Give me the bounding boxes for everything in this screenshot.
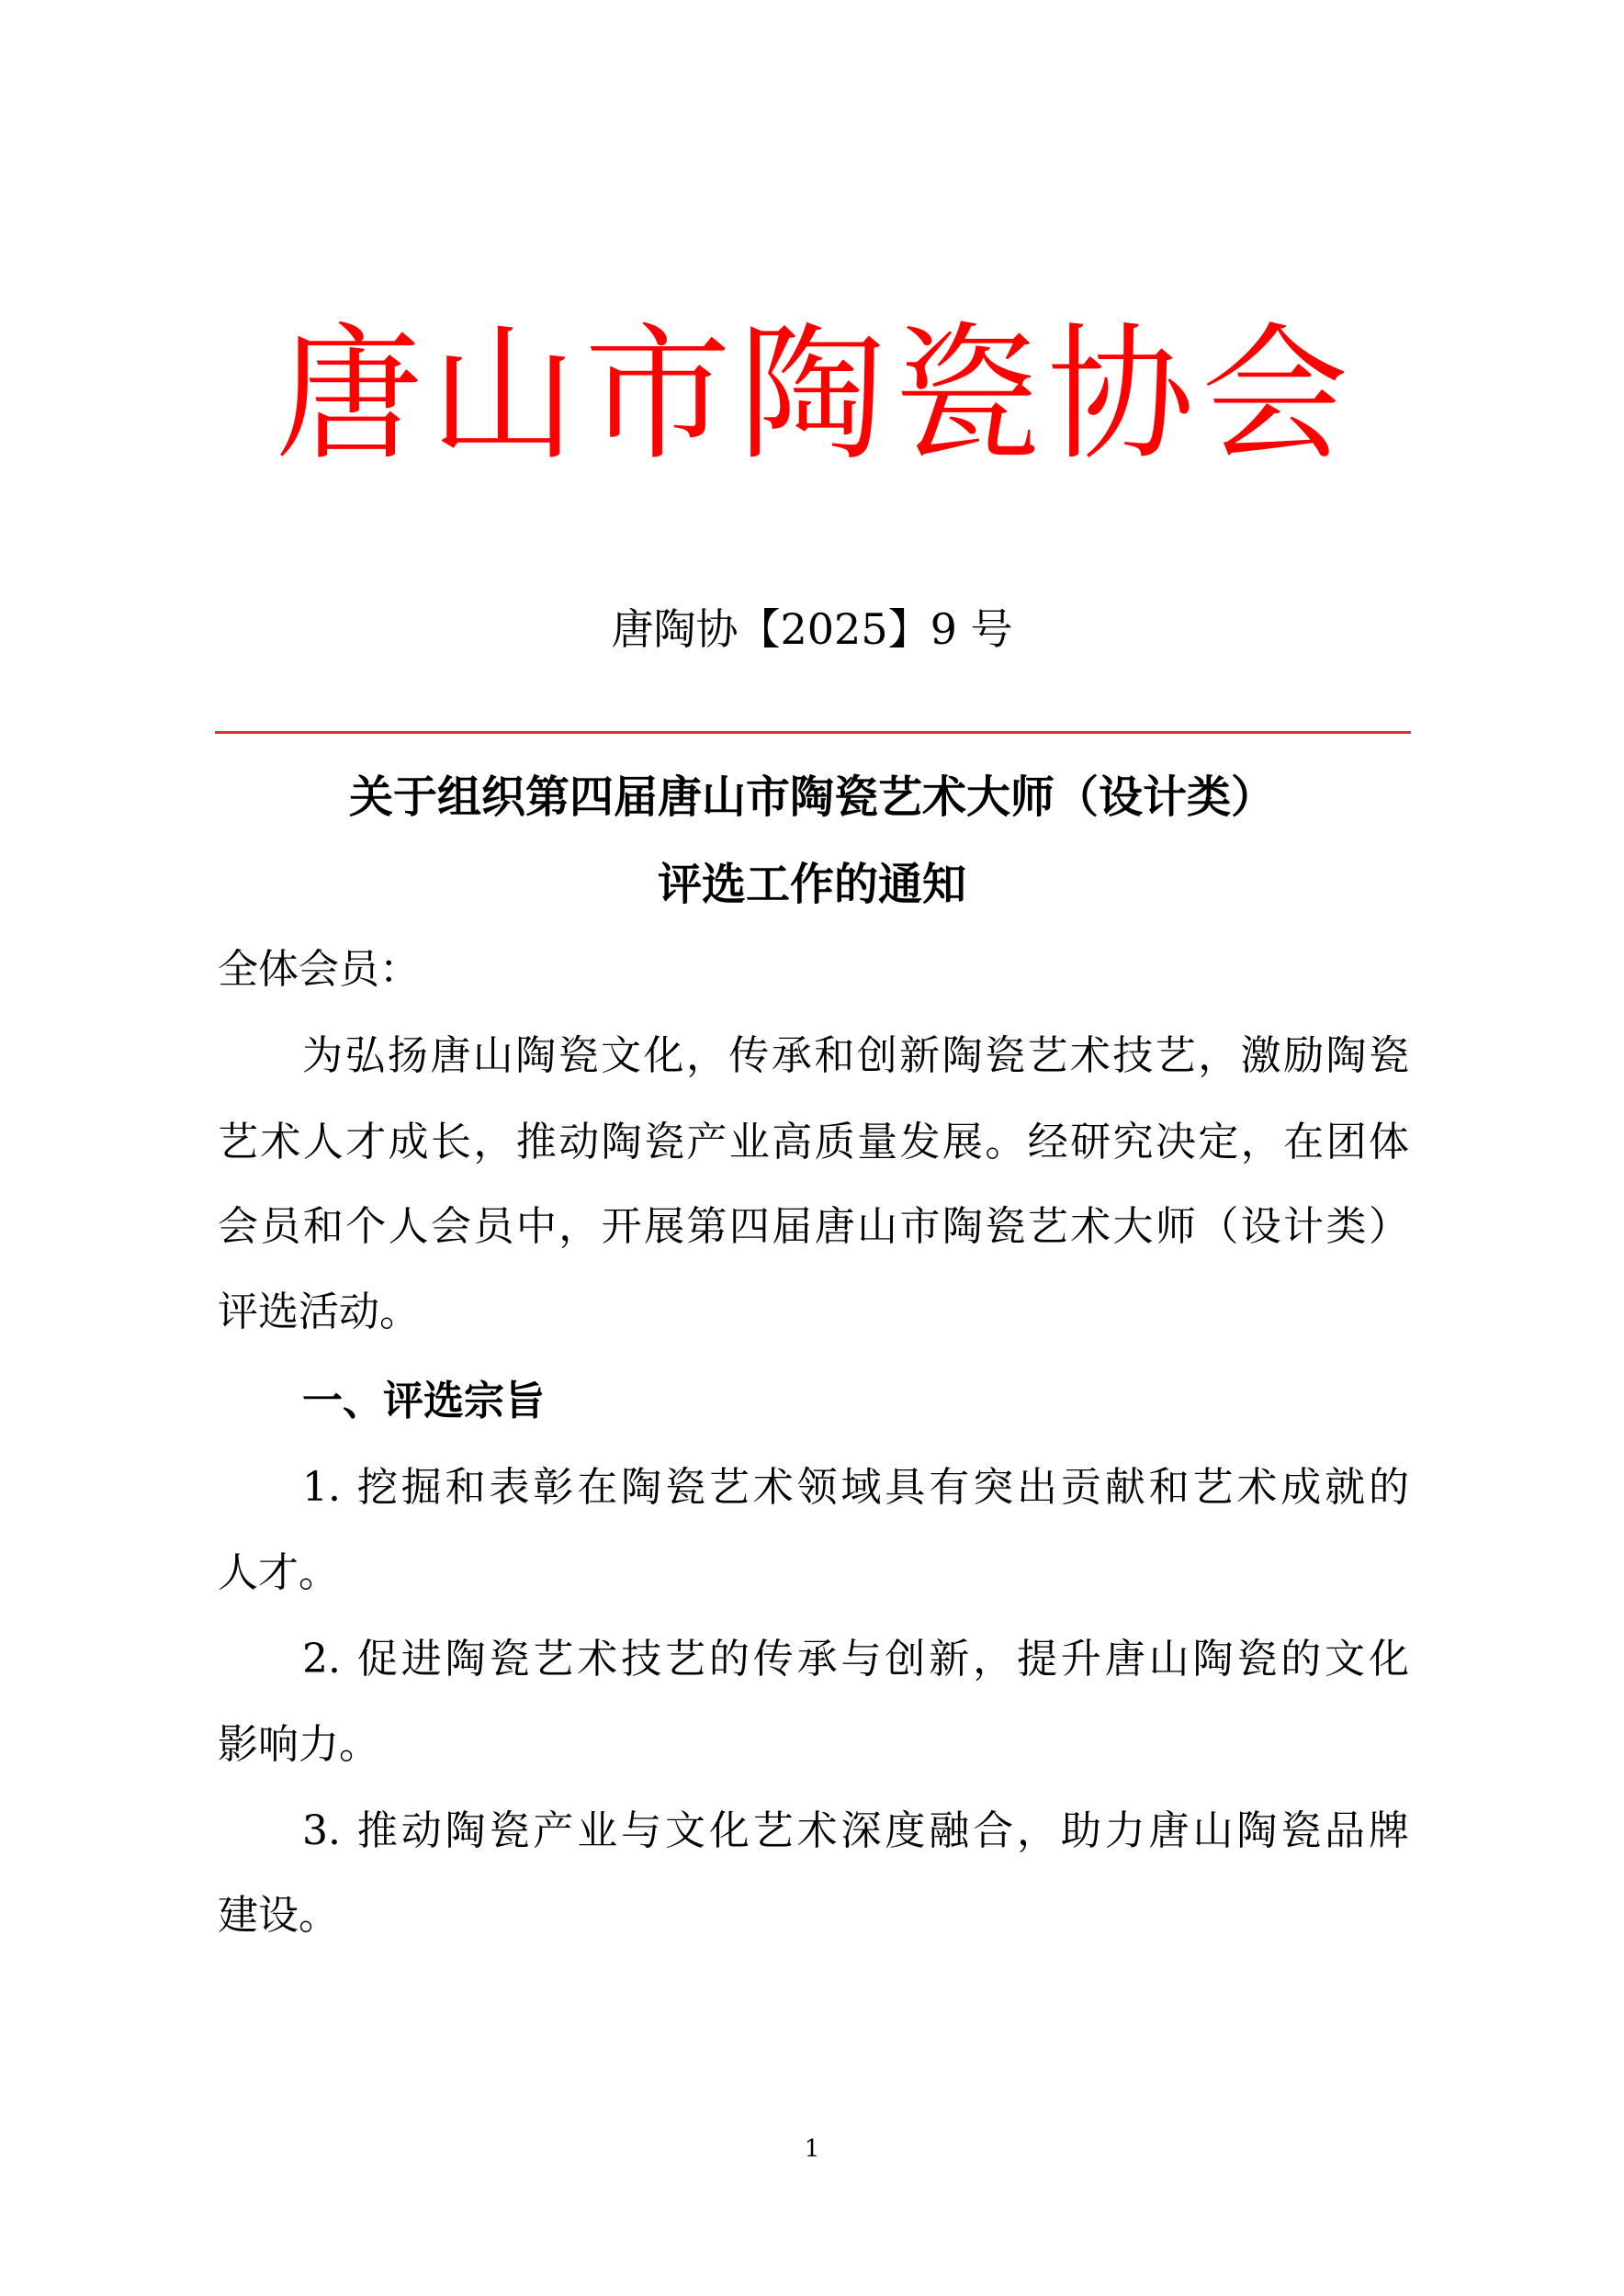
list-item-continuation: 影响力。	[218, 1721, 379, 1768]
intro-line: 艺术人才成长，推动陶瓷产业高质量发展。经研究决定，在团体	[218, 1119, 1409, 1165]
list-item: 3. 推动陶瓷产业与文化艺术深度融合，助力唐山陶瓷品牌	[302, 1807, 1409, 1854]
list-item-continuation: 人才。	[218, 1549, 339, 1596]
notice-title-line-1: 关于组织第四届唐山市陶瓷艺术大师（设计类）	[348, 771, 1275, 823]
list-item: 2. 促进陶瓷艺术技艺的传承与创新，提升唐山陶瓷的文化	[302, 1636, 1409, 1683]
list-item: 1. 挖掘和表彰在陶瓷艺术领域具有突出贡献和艺术成就的	[302, 1464, 1409, 1511]
intro-line: 会员和个人会员中，开展第四届唐山市陶瓷艺术大师（设计类）	[218, 1203, 1409, 1250]
notice-title-line-2: 评选工作的通知	[657, 859, 966, 910]
salutation: 全体会员：	[218, 946, 420, 993]
list-item-continuation: 建设。	[218, 1892, 339, 1939]
page-number: 1	[804, 2135, 820, 2163]
organization-letterhead: 唐山市陶瓷协会	[276, 309, 1348, 480]
document-number: 唐陶协【2025】9 号	[611, 604, 1013, 654]
intro-line: 评选活动。	[218, 1289, 420, 1335]
red-divider	[215, 731, 1411, 734]
intro-line: 为弘扬唐山陶瓷文化，传承和创新陶瓷艺术技艺，激励陶瓷	[302, 1032, 1409, 1079]
section-heading: 一、评选宗旨	[302, 1378, 545, 1424]
